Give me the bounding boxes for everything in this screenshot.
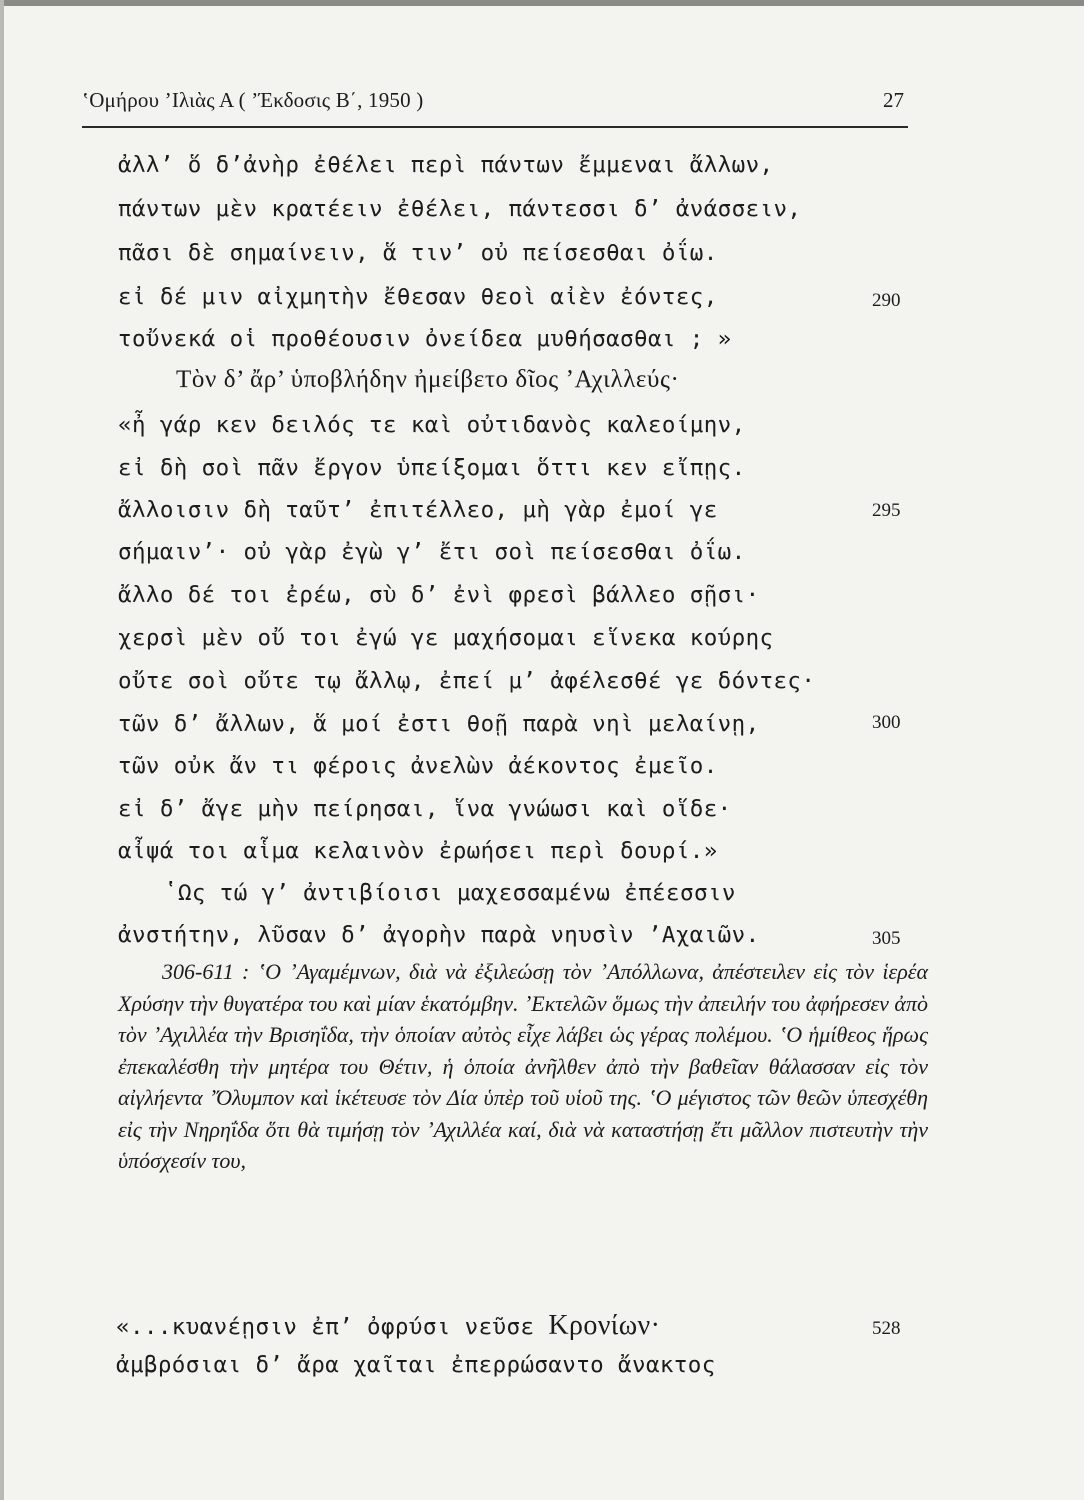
header-title: ʽΟμήρου ʼΙλιὰς Α ( ʼΈκδοσις Β΄, 1950 ) xyxy=(82,88,424,112)
verse-line: τῶν δ’ ἄλλων, ἅ μοί ἐστι θοῇ παρὰ νηὶ μελαίνῃ, xyxy=(118,711,760,737)
line-number: 305 xyxy=(872,928,901,949)
quote-line-text: «...κυανέῃσιν ἐπ’ ὀφρύσι νεῦσε xyxy=(116,1314,535,1340)
line-number: 528 xyxy=(872,1318,901,1339)
verse-line: σήμαιν’· οὐ γὰρ ἐγὼ γ’ ἔτι σοὶ πείσεσθαι ὀΐω. xyxy=(118,539,746,565)
verse-line: πάντων μὲν κρατέειν ἐθέλει, πάντεσσι δ’ ἀνάσσειν, xyxy=(118,196,802,222)
verse-line: ἄλλο δέ τοι ἐρέω, σὺ δ’ ἐνὶ φρεσὶ βάλλεο σῇσι· xyxy=(118,582,760,608)
verse-line: εἰ δὴ σοὶ πᾶν ἔργον ὑπείξομαι ὅττι κεν εἴπῃς. xyxy=(118,455,746,481)
verse-line: πᾶσι δὲ σημαίνειν, ἅ τιν’ οὐ πείσεσθαι ὀΐω. xyxy=(118,240,718,266)
verse-line: χερσὶ μὲν οὔ τοι ἐγώ γε μαχήσομαι εἵνεκα κούρης xyxy=(118,625,774,651)
line-number: 290 xyxy=(872,290,901,311)
verse-line: ʽΩς τώ γ’ ἀντιβίοισι μαχεσσαμένω ἐπέεσσιν xyxy=(164,880,736,906)
verse-line: ἄλλοισιν δὴ ταῦτ’ ἐπιτέλλεο, μὴ γὰρ ἐμοί γε xyxy=(118,497,718,523)
line-number: 300 xyxy=(872,712,901,733)
quote-line xyxy=(116,1310,660,1342)
commentary-text: ʽΟ ʼΑγαμέμνων, διὰ νὰ ἐξιλεώσῃ τὸν ʼΑπόλλωνα, ἀπέστειλεν εἰς τὸν ἱερέα Χρύσην τὴν θυγατέρα του καὶ μίαν ἑκατόμβην. ʼΕκτελῶν ὅμως τὴν ἀπειλήν του ἀφήρεσεν ἀπὸ τὸν ʼΑχιλλέα τὴν Βρισηΐδα, τὴν ὁποίαν αὐτὸς εἶχε λάβει ὡς γέρας πολέμου. ʽΟ ἡμίθεος ἥρως ἐπεκαλέσθη τὴν μητέρα του Θέτιν, ἡ ὁποία ἀνῆλθεν ἀπὸ τὴν βαθεῖαν θάλασσαν εἰς τὸν αἰγλήεντα ʼΌλυμπον καὶ ἱκέτευσε τὸν Δία ὑπὲρ τοῦ υἱοῦ της. ʽΟ μέγιστος τῶν θεῶν ὑπεσχέθη εἰς τὴν Νηρηΐδα ὅτι θὰ τιμήσῃ τὸν ʼΑχιλλέα καί, διὰ νὰ καταστήσῃ ἔτι μᾶλλον πιστευτὴν τὴν ὑπόσχεσίν του, xyxy=(118,959,928,1173)
quote-line: ἀμβρόσιαι δ’ ἄρα χαῖται ἐπερρώσαντο ἄνακτος xyxy=(116,1352,716,1378)
verse-line: ἀλλ’ ὅ δ’ἀνὴρ ἐθέλει περὶ πάντων ἔμμεναι ἄλλων, xyxy=(118,152,774,178)
page-top-edge xyxy=(0,0,1084,6)
verse-line: εἰ δ’ ἄγε μὴν πείρησαι, ἵνα γνώωσι καὶ οἵδε· xyxy=(118,796,732,822)
verse-line: ἀνστήτην, λῦσαν δ’ ἀγορὴν παρὰ νηυσὶν ʼΑχαιῶν. xyxy=(118,922,760,948)
verse-line: εἰ δέ μιν αἰχμητὴν ἔθεσαν θεοὶ αἰὲν ἐόντες, xyxy=(118,284,718,310)
commentary-paragraph xyxy=(118,956,928,1177)
verse-line: «ἦ γάρ κεν δειλός τε καὶ οὐτιδανὸς καλεοίμην, xyxy=(118,412,746,438)
verse-line: τῶν οὐκ ἄν τι φέροις ἀνελὼν ἀέκοντος ἐμεῖο. xyxy=(118,753,718,779)
verse-line: τοὔνεκά οἱ προθέουσιν ὀνείδεα μυθήσασθαι ; » xyxy=(118,326,732,352)
verse-line: Τὸν δ’ ἄρ’ ὑποβλήδην ἠμείβετο δῖος ʼΑχιλλεύς· xyxy=(176,366,680,393)
commentary-label: 306-611 : xyxy=(162,959,250,984)
verse-line: οὔτε σοὶ οὔτε τῳ ἄλλῳ, ἐπεί μ’ ἀφέλεσθέ γε δόντες· xyxy=(118,668,816,694)
verse-line: αἶψά τοι αἷμα κελαινὸν ἐρωήσει περὶ δουρί.» xyxy=(118,838,718,864)
page-number: 27 xyxy=(883,88,904,112)
running-header xyxy=(82,86,908,128)
line-number: 295 xyxy=(872,500,901,521)
page-left-edge xyxy=(0,0,4,1500)
quote-line-emphasis: Κρονίων· xyxy=(548,1310,661,1341)
